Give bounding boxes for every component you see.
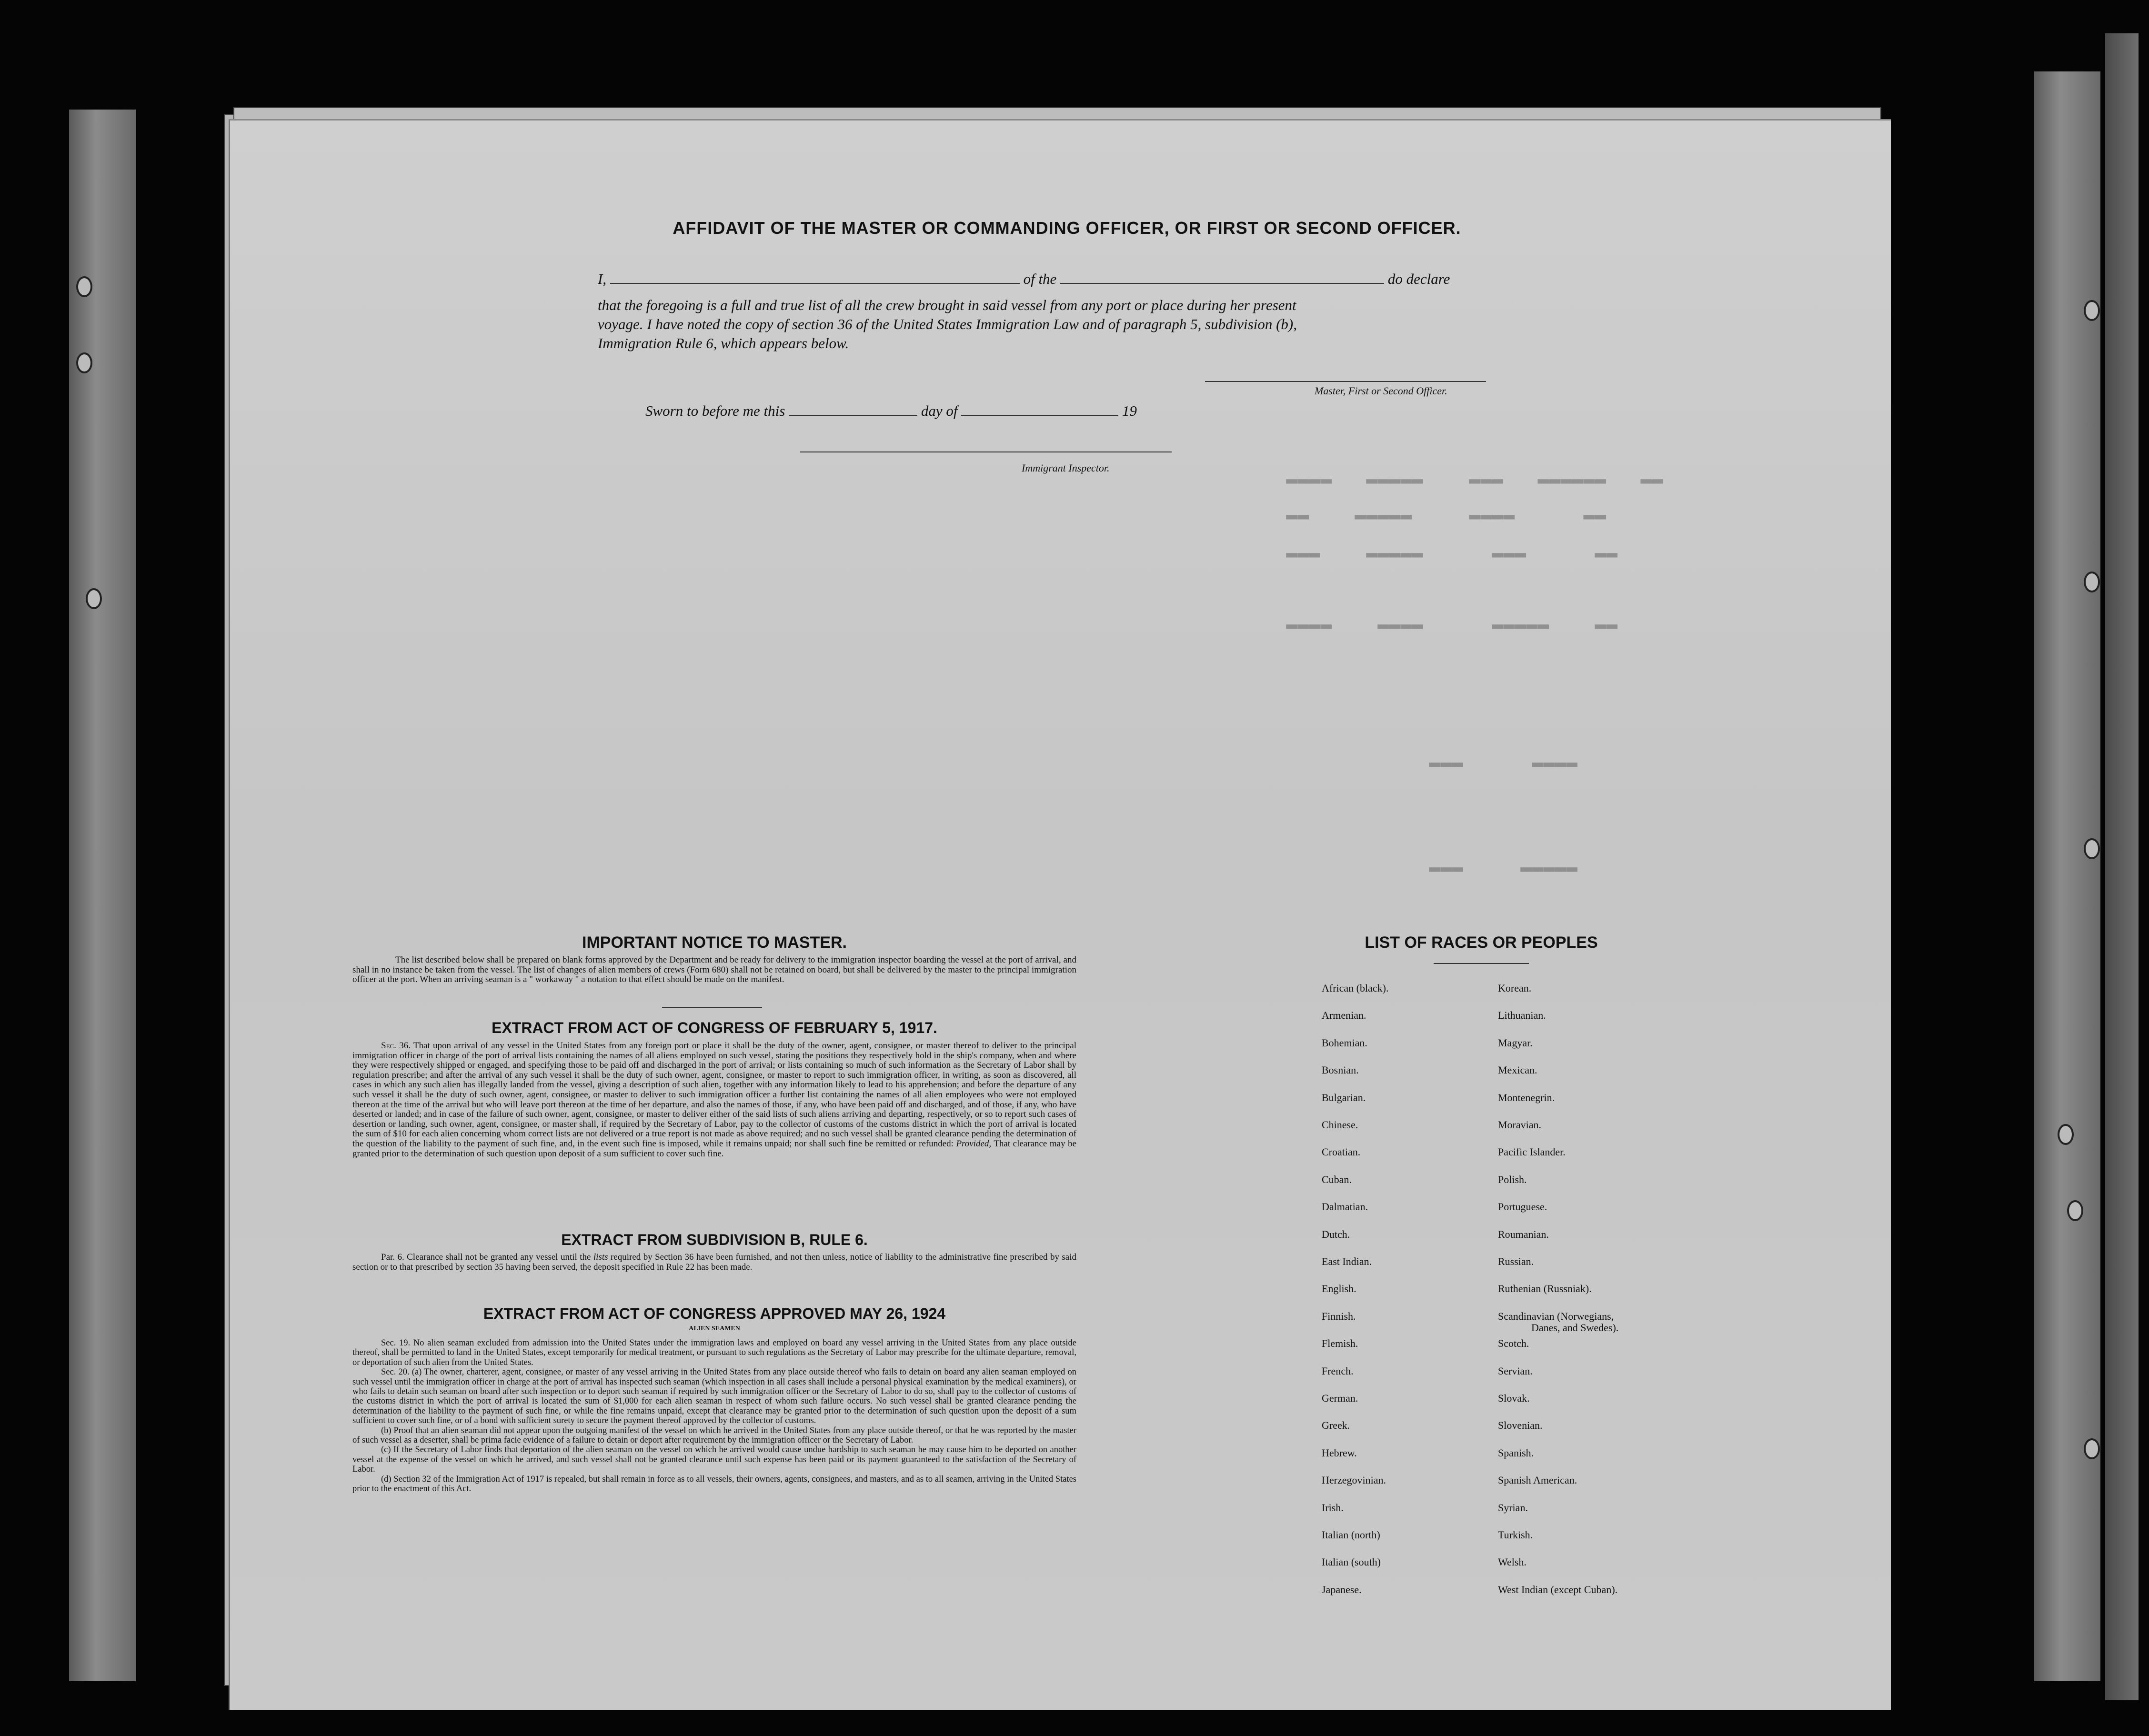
- inspector-label: Immigrant Inspector.: [1022, 462, 1110, 474]
- race-item: West Indian (except Cuban).: [1498, 1583, 1618, 1596]
- binder-hole: [76, 352, 92, 373]
- name-blank[interactable]: [610, 271, 1020, 284]
- race-item: Roumanian.: [1498, 1228, 1549, 1240]
- divider: [662, 1007, 762, 1008]
- race-item: Slovenian.: [1498, 1419, 1543, 1432]
- race-item: Greek.: [1322, 1419, 1350, 1432]
- day-of-text: day of: [921, 402, 958, 419]
- race-item: Montenegrin.: [1498, 1091, 1555, 1104]
- bleed-through: ▬▬▬ ▬▬▬▬▬ ▬▬▬ ▬▬: [1286, 543, 1618, 564]
- right-edge-strip: [2105, 33, 2139, 1700]
- bleed-through: ▬▬▬ ▬▬▬▬: [1429, 753, 1578, 774]
- race-item: Scotch.: [1498, 1337, 1529, 1350]
- race-item: Scandinavian (Norwegians,: [1498, 1310, 1614, 1322]
- race-item: Italian (south): [1322, 1556, 1381, 1568]
- race-item: Korean.: [1498, 982, 1532, 994]
- affidavit-i: I,: [598, 271, 607, 287]
- divider: [1434, 963, 1529, 964]
- act-1917-provided: Provided,: [956, 1138, 992, 1149]
- race-item: Lithuanian.: [1498, 1009, 1546, 1022]
- notice-body: The list described below shall be prepared on blank forms approved by the Department and be ready for delivery to the immigration inspector boarding the vessel at the port of arrival, and shall in no instance be taken from the vessel. The list of changes of alien members of crews (Form 680) shall not be retained on board, but shall be delivered by the master to the principal immigration officer at the port. When an arriving seaman is a " workaway " a notation to that effect should be made on the manifest.: [352, 955, 1076, 985]
- race-item: French.: [1322, 1365, 1354, 1377]
- race-item-continuation: Danes, and Swedes).: [1531, 1321, 1619, 1334]
- act-1924-title: EXTRACT FROM ACT OF CONGRESS APPROVED MAY 26, 1924: [483, 1305, 946, 1322]
- race-item: Armenian.: [1322, 1009, 1366, 1022]
- sworn-text: Sworn to before me this: [645, 402, 785, 419]
- binder-hole: [2058, 1124, 2074, 1145]
- race-item: Cuban.: [1322, 1173, 1352, 1185]
- race-item: Pacific Islander.: [1498, 1146, 1566, 1158]
- race-item: Syrian.: [1498, 1501, 1528, 1514]
- bleed-through: ▬▬ ▬▬▬▬▬ ▬▬▬▬ ▬▬: [1286, 505, 1607, 526]
- rule-6-body: [352, 1253, 1076, 1272]
- race-item: Spanish.: [1498, 1446, 1534, 1459]
- sworn-line: [645, 402, 1137, 420]
- binder-hole: [2084, 838, 2100, 859]
- affidavit-title: AFFIDAVIT OF THE MASTER OR COMMANDING OFFICER, OR FIRST OR SECOND OFFICER.: [673, 218, 1461, 238]
- act-1924-sec-19: Sec. 19. No alien seaman excluded from admission into the United States under the immigration laws and employed on board any vessel arriving in the United States from any place outside thereof, shall be permitted to land in the United States, except temporarily for medical treatment, or pursuant to such regulations as the Secretary of Labor may prescribe for the ultimate departure, removal, or deportation of such alien from the United States.: [352, 1338, 1076, 1367]
- binder-hole: [2084, 300, 2100, 321]
- act-1917-tail: That clearance may be granted prior to the determination of such question upon deposit of a sum sufficient to cover such fine.: [352, 1138, 1076, 1159]
- act-1917-text: That upon arrival of any vessel in the United States from any foreign port or place it shall be the duty of the owner, agent, consignee, or master thereof to deliver to the principal immigration officer in charge of the port of arrival lists containing the names of all aliens employed on such vessel, stating the positions they respectively hold in the ship's company, when and where they were respectively shipped or engaged, and specifying those to be paid off and discharged in the port of arrival; or lists containing so much of such information as the Secretary of Labor shall by regulation prescribe; and after the arrival of any such vessel it shall be the duty of such owner, agent, consignee, or master to report to such immigration officer, in writing, as soon as discovered, all cases in which any such alien has illegally landed from the vessel, giving a description of such alien, together with any information likely to lead to his apprehension; and before the departure of any such vessel it shall be the duty of such owner, agent, consignee, or master to deliver to such immigration officer a further list containing the names of all alien employees who were not employed thereon at the time of the arrival but who will leave port thereon at the time of her departure, and also the names of those, if any, who have been paid off and discharged, and of those, if any, who have deserted or landed; and in case of the failure of such owner, agent, consignee, or master to deliver either of the said lists of such aliens arriving and departing, respectively, or so to report such cases of desertion or landing, such owner, agent, consignee, or master shall, if required by the Secretary of Labor, pay to the collector of customs of the customs district in which the port of arrival is located the sum of $10 for each alien concerning whom correct lists are not delivered or a true report is not made as above required; and no such vessel shall be granted clearance pending the determination of the question of the liability to the payment of such fine, and, in the event such fine is imposed, while it remains unpaid; nor shall such fine be remitted or refunded:: [352, 1041, 1076, 1149]
- affidavit-line-1: [598, 271, 1450, 288]
- act-1924-sec-20b: (b) Proof that an alien seaman did not appear upon the outgoing manifest of the vessel on which he arrived in the United States from any place outside thereof, or that he was reported by the master of such vessel as a deserter, shall be prima facie evidence of a failure to detain or deport after requirement by the immigration officer or the Secretary of Labor.: [352, 1425, 1076, 1445]
- bleed-through: ▬▬▬▬ ▬▬▬▬▬ ▬▬▬ ▬▬▬▬▬▬ ▬▬: [1286, 469, 1664, 491]
- binder-hole: [2067, 1200, 2083, 1221]
- vessel-blank[interactable]: [1060, 271, 1384, 284]
- officer-signature-line[interactable]: [1205, 381, 1486, 382]
- sworn-day-blank[interactable]: [789, 403, 917, 416]
- race-item: Slovak.: [1498, 1392, 1530, 1404]
- act-1924-sec-20a: Sec. 20. (a) The owner, charterer, agent, consignee, or master of any vessel arriving in the United States from any place outside thereof who fails to detain on board any alien seaman employed on such vessel until the immigration officer in charge at the port of arrival has inspected such seaman (which inspection in all cases shall include a personal physical examination by the medical examiners), or who fails to detain such seaman on board after such inspection or to deport such seaman if required by such immigration officer or the Secretary of Labor to do so, shall pay to the collector of customs of the customs district in which the port of arrival is located the sum of $1,000 for each alien seaman in respect of whom such failure occurs. No such vessel shall be granted clearance pending the determination of the liability to the payment of such fine, or while the fine remains unpaid, except that clearance may be granted prior to the determination of such question upon the deposit of a sum sufficient to cover such fine, or of a bond with sufficient surety to secure the payment thereof approved by the collector of customs.: [352, 1367, 1076, 1426]
- race-item: German.: [1322, 1392, 1358, 1404]
- notice-title: IMPORTANT NOTICE TO MASTER.: [582, 933, 847, 952]
- race-item: Mexican.: [1498, 1064, 1537, 1076]
- race-item: Spanish American.: [1498, 1474, 1577, 1486]
- race-item: Bohemian.: [1322, 1036, 1367, 1049]
- race-item: Dalmatian.: [1322, 1201, 1368, 1213]
- race-item: Servian.: [1498, 1365, 1533, 1377]
- act-1924-sec-20d: (d) Section 32 of the Immigration Act of 1917 is repealed, but shall remain in force as to all vessels, their owners, agents, consignees, and masters, and as to all seamen, arriving in the United States prior to the enactment of this Act.: [352, 1474, 1076, 1494]
- affidavit-line-3: voyage. I have noted the copy of section 36 of the United States Immigration Law and of paragraph 5, subdivision (b),: [598, 316, 1297, 332]
- races-title: LIST OF RACES OR PEOPLES: [1365, 933, 1598, 952]
- left-binding-strip: [69, 110, 136, 1681]
- affidavit-do-declare: do declare: [1387, 271, 1450, 287]
- race-item: African (black).: [1322, 982, 1389, 994]
- affidavit-line-2: that the foregoing is a full and true list of all the crew brought in said vessel from any port or place during her present: [598, 297, 1296, 313]
- act-1924-sec-20c: (c) If the Secretary of Labor finds that deportation of the alien seaman on the vessel on which he arrived would cause undue hardship to such seaman he may cause him to be deported on another vessel at the expense of the vessel on which he arrived, and such vessel shall not be granted clearance until such expense has been paid or its payment guaranteed to the satisfaction of the Secretary of Labor.: [352, 1445, 1076, 1475]
- race-item: Polish.: [1498, 1173, 1527, 1185]
- bleed-through: ▬▬▬▬ ▬▬▬▬ ▬▬▬▬▬ ▬▬: [1286, 614, 1618, 636]
- race-item: Italian (north): [1322, 1529, 1380, 1541]
- officer-label: Master, First or Second Officer.: [1315, 385, 1447, 397]
- rule-6-title: EXTRACT FROM SUBDIVISION B, RULE 6.: [561, 1231, 868, 1248]
- rule-6-text-b: required by Section 36 have been furnished, and not then unless, notice of liability to the administrative fine prescribed by said section or to that prescribed by section 35 having been served, the deposit specified in Rule 22 has been made.: [352, 1252, 1077, 1272]
- sworn-month-blank[interactable]: [961, 403, 1118, 416]
- race-item: Irish.: [1322, 1501, 1344, 1514]
- rule-6-lists: lists: [593, 1252, 608, 1262]
- act-1917-sec: Sec. 36.: [381, 1041, 411, 1051]
- race-item: East Indian.: [1322, 1255, 1372, 1267]
- race-item: Russian.: [1498, 1255, 1534, 1267]
- race-item: Bosnian.: [1322, 1064, 1359, 1076]
- binder-hole: [76, 276, 92, 297]
- act-1924-body: [352, 1338, 1076, 1494]
- race-item: English.: [1322, 1283, 1356, 1295]
- binder-hole: [86, 588, 102, 609]
- binder-hole: [2084, 572, 2100, 592]
- race-item: Welsh.: [1498, 1556, 1526, 1568]
- race-item: Ruthenian (Russniak).: [1498, 1283, 1592, 1295]
- act-1924-subtitle: ALIEN SEAMEN: [689, 1325, 740, 1332]
- race-item: Dutch.: [1322, 1228, 1350, 1240]
- rule-6-text-a: Par. 6. Clearance shall not be granted any vessel until the: [381, 1252, 591, 1262]
- binder-hole: [2084, 1438, 2100, 1459]
- race-item: Chinese.: [1322, 1119, 1358, 1131]
- affidavit-line-4: Immigration Rule 6, which appears below.: [598, 335, 849, 351]
- race-item: Turkish.: [1498, 1529, 1533, 1541]
- race-item: Bulgarian.: [1322, 1091, 1366, 1104]
- race-item: Herzegovinian.: [1322, 1474, 1386, 1486]
- race-item: Flemish.: [1322, 1337, 1358, 1350]
- race-item: Japanese.: [1322, 1583, 1362, 1596]
- race-item: Croatian.: [1322, 1146, 1361, 1158]
- year-text: 19: [1122, 402, 1137, 419]
- race-item: Hebrew.: [1322, 1446, 1357, 1459]
- race-item: Portuguese.: [1498, 1201, 1547, 1213]
- race-item: Finnish.: [1322, 1310, 1356, 1322]
- bleed-through: ▬▬▬ ▬▬▬▬▬: [1429, 857, 1578, 879]
- act-1917-title: EXTRACT FROM ACT OF CONGRESS OF FEBRUARY 5, 1917.: [492, 1019, 937, 1036]
- race-item: Moravian.: [1498, 1119, 1542, 1131]
- act-1917-body: [352, 1041, 1076, 1159]
- affidavit-of-the: of the: [1023, 271, 1057, 287]
- race-item: Magyar.: [1498, 1036, 1533, 1049]
